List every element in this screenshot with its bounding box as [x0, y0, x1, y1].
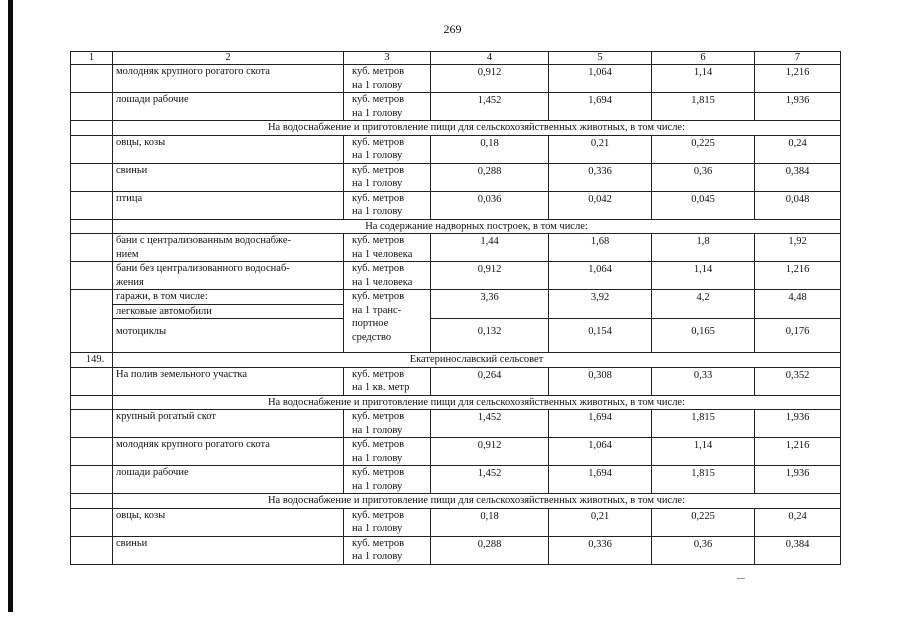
value-cell: 0,042: [549, 191, 652, 219]
value-cell: 0,288: [431, 163, 549, 191]
empty-cell: [71, 395, 113, 410]
table-row: [71, 93, 841, 121]
cell-line: куб. метров: [352, 467, 405, 478]
value-cell: 0,264: [431, 367, 549, 395]
item-name: [113, 508, 344, 536]
cell-line: куб. метров: [352, 164, 405, 176]
value-cell: 0,384: [755, 536, 841, 564]
binding-edge: [8, 0, 13, 612]
cell-line: на 1 человека: [352, 276, 413, 288]
column-number: 5: [549, 52, 652, 65]
cell-line: куб. метров: [352, 263, 405, 274]
value-cell: 0,045: [652, 191, 755, 219]
block-row: [71, 353, 841, 368]
value-cell: 0,18: [431, 508, 549, 536]
cell-line: на 1 голову: [352, 206, 403, 217]
empty-cell: [71, 466, 113, 494]
cell-line: куб. метров: [352, 94, 405, 105]
cell-line: на 1 голову: [352, 178, 403, 189]
cell-line: на 1 голову: [352, 551, 403, 562]
value-cell: 1,92: [755, 234, 841, 262]
value-cell: 1,936: [755, 93, 841, 121]
unit-cell: [344, 438, 431, 466]
value-cell: 1,14: [652, 65, 755, 93]
item-name-line: бани с централизованным водоснабже-: [116, 235, 291, 246]
table-row: [71, 367, 841, 395]
section-title: На водоснабжение и приготовление пищи для сельскохозяйственных животных, в том числе:: [113, 121, 841, 136]
cell-line: портное: [352, 318, 389, 329]
empty-cell: [71, 410, 113, 438]
value-cell: 1,064: [549, 262, 652, 290]
value-cell: 0,176: [755, 319, 841, 353]
table-row: [71, 191, 841, 219]
value-cell: 0,18: [431, 135, 549, 163]
value-cell: 4,48: [755, 290, 841, 319]
item-name-line: На полив земельного участка: [116, 368, 248, 380]
empty-cell: [71, 536, 113, 564]
item-name-line: свиньи: [116, 164, 148, 176]
empty-cell: [71, 262, 113, 290]
cell-line: куб. метров: [352, 192, 405, 204]
section-title: На водоснабжение и приготовление пищи для сельскохозяйственных животных, в том числе:: [113, 395, 841, 410]
value-cell: 1,452: [431, 410, 549, 438]
value-cell: 1,815: [652, 410, 755, 438]
item-name-line: лошади рабочие: [116, 94, 189, 105]
item-name-line: крупный рогатый скот: [116, 411, 217, 422]
column-number: 7: [755, 52, 841, 65]
cell-line: средство: [352, 331, 392, 343]
empty-cell: [71, 219, 113, 234]
section-row: [71, 395, 841, 410]
empty-cell: [71, 65, 113, 93]
cell-line: куб. метров: [352, 439, 405, 450]
cell-line: куб. метров: [352, 136, 405, 148]
value-cell: 1,14: [652, 262, 755, 290]
item-name-line: лошади рабочие: [116, 467, 189, 478]
section-row: [71, 121, 841, 136]
value-cell: 0,352: [755, 367, 841, 395]
empty-cell: [71, 494, 113, 509]
item-name: мотоциклы: [113, 319, 344, 353]
page-number: 269: [443, 22, 462, 36]
item-name: [113, 466, 344, 494]
cell-line: на 1 кв. метр: [352, 382, 410, 393]
table-row: [71, 508, 841, 536]
cell-line: на 1 голову: [352, 480, 403, 492]
value-cell: 0,21: [549, 135, 652, 163]
value-cell: 0,24: [755, 508, 841, 536]
table-row: [71, 466, 841, 494]
unit-cell: [344, 466, 431, 494]
table-row: [71, 262, 841, 290]
empty-cell: [71, 121, 113, 136]
value-cell: 0,336: [549, 163, 652, 191]
item-name: [113, 93, 344, 121]
value-cell: 1,452: [431, 466, 549, 494]
unit-cell: [344, 93, 431, 121]
cell-line: куб. метров: [352, 291, 405, 302]
value-cell: 1,694: [549, 93, 652, 121]
table-row: [71, 438, 841, 466]
value-cell: 1,216: [755, 438, 841, 466]
unit-cell: [344, 135, 431, 163]
value-cell: 1,44: [431, 234, 549, 262]
value-cell: 0,36: [652, 163, 755, 191]
value-cell: 1,216: [755, 65, 841, 93]
cell-line: на 1 голову: [352, 452, 403, 464]
norms-table: [70, 51, 841, 565]
table-row: [71, 135, 841, 163]
value-cell: 1,14: [652, 438, 755, 466]
item-name: [113, 234, 344, 262]
table-row: [71, 536, 841, 564]
item-name: [113, 135, 344, 163]
value-cell: 0,336: [549, 536, 652, 564]
item-name: гаражи, в том числе:: [113, 290, 344, 305]
unit-cell: [344, 262, 431, 290]
value-cell: 1,064: [549, 65, 652, 93]
empty-cell: [71, 367, 113, 395]
value-cell: 1,8: [652, 234, 755, 262]
unit-cell: [344, 536, 431, 564]
value-cell: 0,132: [431, 319, 549, 353]
cell-line: куб. метров: [352, 537, 405, 549]
item-name-line: овцы, козы: [116, 509, 166, 521]
cell-line: на 1 голову: [352, 150, 403, 161]
table-row: [71, 319, 841, 353]
section-row: [71, 219, 841, 234]
table-row: [71, 234, 841, 262]
unit-cell: [344, 410, 431, 438]
value-cell: 0,33: [652, 367, 755, 395]
item-name: [113, 65, 344, 93]
cell-line: на 1 транс-: [352, 304, 402, 316]
value-cell: 1,936: [755, 410, 841, 438]
item-name-line: бани без централизованного водоснаб-: [116, 263, 290, 274]
unit-cell: [344, 367, 431, 395]
empty-cell: [71, 234, 113, 262]
cell-line: куб. метров: [352, 235, 405, 246]
item-name-line: жения: [116, 276, 144, 288]
section-title: На водоснабжение и приготовление пищи для сельскохозяйственных животных, в том числе:: [113, 494, 841, 509]
section-title: На содержание надворных построек, в том числе:: [113, 219, 841, 234]
value-cell: 1,694: [549, 410, 652, 438]
item-name-line: молодняк крупного рогатого скота: [116, 66, 270, 77]
value-cell: 0,048: [755, 191, 841, 219]
empty-cell: [71, 135, 113, 163]
table-row: [71, 65, 841, 93]
table-row: [71, 290, 841, 305]
unit-cell: [344, 65, 431, 93]
value-cell: 0,384: [755, 163, 841, 191]
value-cell: 0,308: [549, 367, 652, 395]
value-cell: 1,064: [549, 438, 652, 466]
empty-cell: [71, 191, 113, 219]
value-cell: 0,36: [652, 536, 755, 564]
value-cell: 0,154: [549, 319, 652, 353]
item-name: [113, 367, 344, 395]
empty-cell: [71, 290, 113, 353]
item-name: [113, 163, 344, 191]
empty-cell: [71, 508, 113, 536]
column-number: 1: [71, 52, 113, 65]
column-number: 2: [113, 52, 344, 65]
value-cell: 3,92: [549, 290, 652, 319]
table-row: [71, 163, 841, 191]
value-cell: 0,165: [652, 319, 755, 353]
section-row: [71, 494, 841, 509]
block-title: Екатеринославский сельсовет: [113, 353, 841, 368]
cell-line: на 1 голову: [352, 79, 403, 91]
unit-cell: [344, 290, 431, 353]
item-name: [113, 410, 344, 438]
cell-line: куб. метров: [352, 509, 405, 521]
cell-line: на 1 голову: [352, 523, 403, 534]
column-number: 6: [652, 52, 755, 65]
item-name-line: овцы, козы: [116, 136, 166, 148]
cell-line: на 1 голову: [352, 107, 403, 119]
value-cell: 0,24: [755, 135, 841, 163]
value-cell: 0,912: [431, 438, 549, 466]
unit-cell: [344, 191, 431, 219]
value-cell: 1,815: [652, 466, 755, 494]
empty-cell: [71, 438, 113, 466]
cell-line: куб. метров: [352, 66, 405, 77]
item-name: [113, 191, 344, 219]
value-cell: 0,21: [549, 508, 652, 536]
value-cell: 1,452: [431, 93, 549, 121]
block-index: 149.: [71, 353, 113, 368]
value-cell: 1,815: [652, 93, 755, 121]
value-cell: 1,694: [549, 466, 652, 494]
value-cell: 0,912: [431, 65, 549, 93]
item-name: [113, 438, 344, 466]
value-cell: 1,68: [549, 234, 652, 262]
cell-line: куб. метров: [352, 368, 405, 380]
item-name: легковые автомобили: [113, 304, 344, 319]
value-cell: 3,36: [431, 290, 549, 319]
value-cell: 0,912: [431, 262, 549, 290]
column-number: 3: [344, 52, 431, 65]
value-cell: 0,288: [431, 536, 549, 564]
empty-cell: [71, 163, 113, 191]
unit-cell: [344, 234, 431, 262]
empty-cell: [71, 93, 113, 121]
unit-cell: [344, 508, 431, 536]
column-number-row: [71, 52, 841, 65]
item-name: [113, 262, 344, 290]
item-name: [113, 536, 344, 564]
value-cell: 0,036: [431, 191, 549, 219]
item-name-line: свиньи: [116, 537, 148, 549]
value-cell: 1,216: [755, 262, 841, 290]
item-name-line: нием: [116, 248, 139, 260]
value-cell: 0,225: [652, 508, 755, 536]
cell-line: на 1 голову: [352, 424, 403, 436]
stray-mark: [737, 578, 745, 579]
item-name-line: молодняк крупного рогатого скота: [116, 439, 270, 450]
column-number: 4: [431, 52, 549, 65]
unit-cell: [344, 163, 431, 191]
value-cell: 4,2: [652, 290, 755, 319]
cell-line: куб. метров: [352, 411, 405, 422]
value-cell: 1,936: [755, 466, 841, 494]
cell-line: на 1 человека: [352, 248, 413, 260]
item-name-line: птица: [116, 192, 143, 204]
table-row: [71, 410, 841, 438]
value-cell: 0,225: [652, 135, 755, 163]
